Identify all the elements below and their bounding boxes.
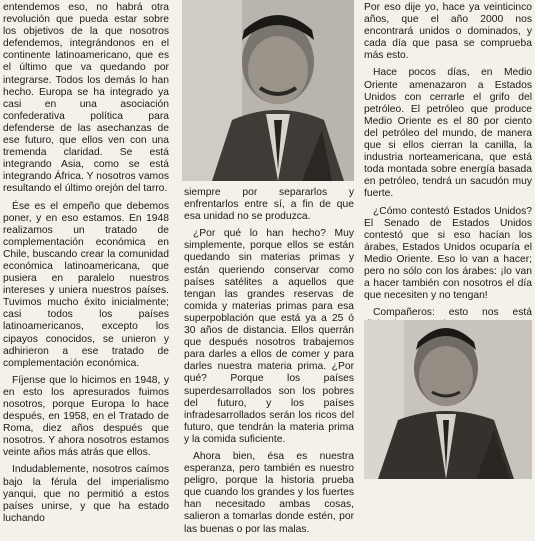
paragraph: ¿Por qué lo han hecho? Muy simplemente, porque ellos se están quedando sin materias primas y están queriendo conservar como países satélites a aquellos que tengan las grandes reservas de comida y materias primas para esa superpoblación que está ya a 25 ó 30 años de distancia. Ellos querrán que después nosotros trabajemos para darles a ellos de comer y para darles nuestra materia prima. ¿Por qué? Porque los países superdesarrollados son los pobres del futuro, y los países infradesarrollados serán los ricos del futuro, que tendrán la materia prima y la comida suficiente. [184, 228, 354, 445]
paragraph: siempre por separarlos y enfrentarlos entre sí, a fin de que esa unidad no se produzca. [184, 187, 354, 223]
speaker-photo-bottom [364, 320, 532, 479]
article-column-2 [184, 187, 354, 541]
paragraph: ¿Cómo contestó Estados Unidos? El Senado de Estados Unidos contestó que si eso hacían los árabes, Estados Unidos ocuparía el Medio Oriente. Eso lo van a hacer; pero no sólo con los árabes: ¡lo van a hacer también con nosotros el día que necesiten y no tengan! [364, 205, 532, 302]
paragraph: Compañeros: esto nos está [373, 307, 532, 319]
speaker-photo-top [182, 0, 354, 181]
paragraph: entendemos eso, no habrá otra revolución que pueda estar sobre los objetivos de la que nosotros defendemos, integrándonos en el continente latinoamericano, que es el último que va quedando por integrarse. Todos los demás lo han hecho. Europa se ha integrado ya casi en una asociación confederativa política para defenderse de las asechanzas de ese futuro, que ellos ven con una tremenda claridad. Se está integrando Asia, como se está integrando África. Y nosotros vamos resultando el último orejón del tarro. [3, 2, 169, 195]
paragraph: Indudablemente, nosotros caímos bajo la férula del imperialismo yanqui, que no permitió a estos países unirse, y que ha estado luchando [3, 464, 169, 524]
paragraph: Hace pocos días, en Medio Oriente amenazaron a Estados Unidos con cerrarle el grifo del petróleo. El petróleo que produce Medio Oriente es el 80 por ciento del petróleo del mundo, de manera que si ellos cierran la canilla, la industria norteamericana, que está toda montada sobre energía basada en petróleo, tendrá un sacudón muy fuerte. [364, 67, 532, 200]
article-column-3 [364, 2, 532, 373]
paragraph: Fíjense que lo hicimos en 1948, y en esto los apresurados fuimos nosotros, porque Europa lo hace después, en 1958, en el Tratado de Roma, diez años después que nosotros. Y ahora nosotros estamos veinte años más atrás que ellos. [3, 374, 169, 459]
paragraph: Ahora bien, ésa es nuestra esperanza, pero también es nuestro peligro, porque la historia prueba que cuando los grandes y los fuertes han necesitado ambas cosas, salieron a tomarlas donde estén, por las buenas o por las malas. [184, 450, 354, 535]
article-column-1 [3, 2, 169, 530]
paragraph: Ése es el empeño que debemos poner, y en eso estamos. En 1948 realizamos un tratado de complementación económica en Chile, buscando crear la comunidad económica latinoamericana, que pusiera en paralelo nuestros intereses y uniera nuestros países. Tuvimos mucho éxito inicialmente; casi todos los países latinoamericanos, excepto los cipayos conocidos, se unieron y adhirieron a ese tratado de complementación económica. [3, 200, 169, 369]
paragraph: Por eso dije yo, hace ya veinticinco años, que el año 2000 nos encontrará unidos o dominados, y cada día que pasa se comprueba más esto. [364, 2, 532, 62]
